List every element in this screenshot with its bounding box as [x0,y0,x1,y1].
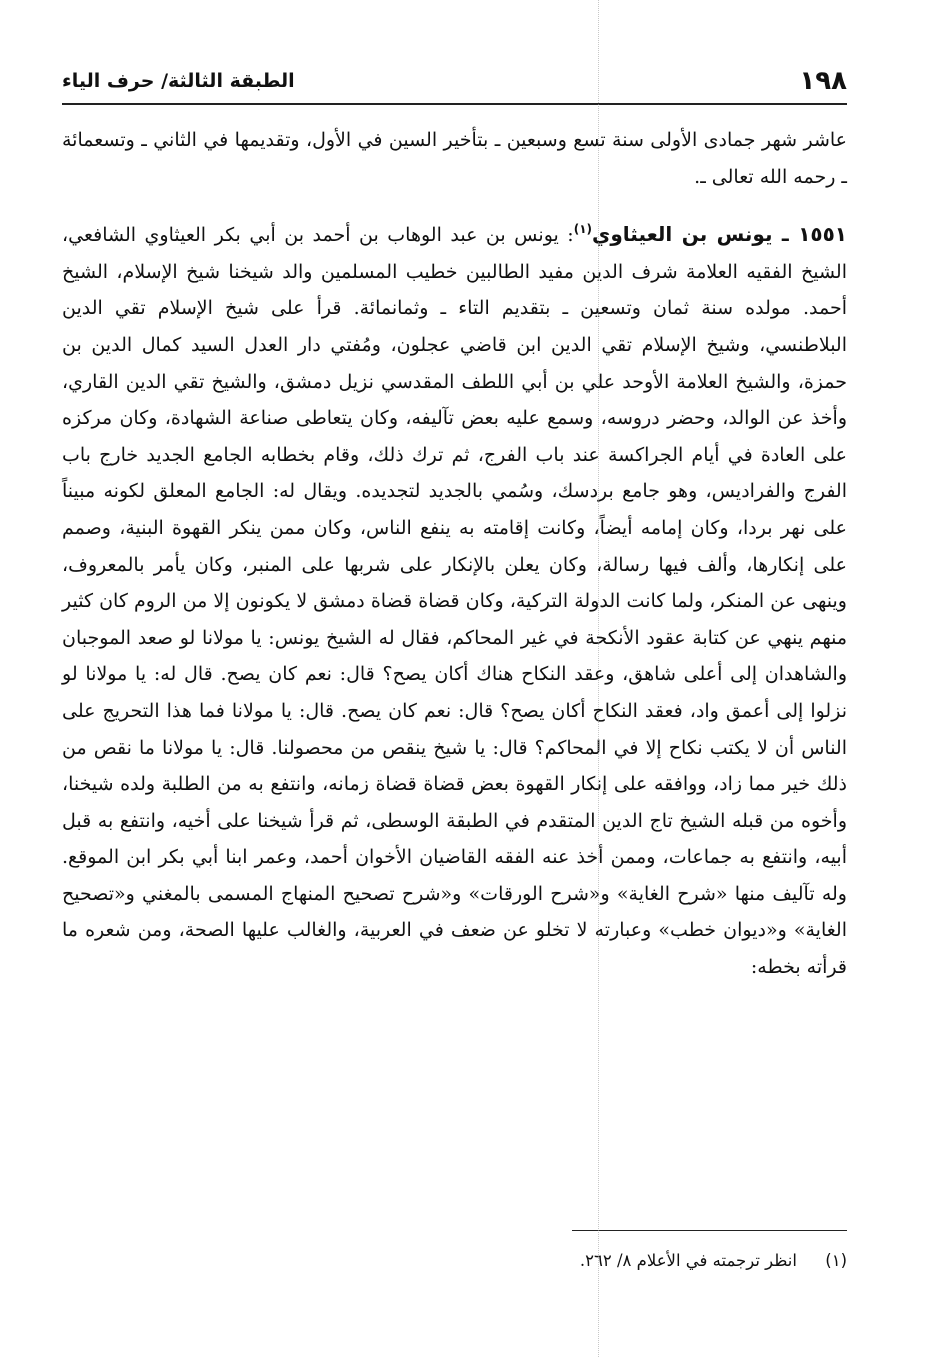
footnote-marker: (١) [825,1251,847,1270]
body-text [62,122,847,986]
footnote-text: انظر ترجمته في الأعلام ٨/ ٢٦٢. [579,1251,797,1270]
continuation-paragraph: عاشر شهر جمادى الأولى سنة تسع وسبعين ـ بتأخير السين في الأول، وتقديمها في الثاني ـ وتسعمائة ـ رحمه الله تعالى ـ. [62,129,847,188]
entry-heading [574,222,847,246]
entry-heading-text: ١٥٥١ ـ يونس بن العيثاوي [592,222,848,247]
entry-paragraph [62,211,847,985]
header-rule [62,103,847,105]
footnote [247,1248,847,1274]
scan-artifact-line [598,0,599,1357]
footnote-reference: (١) [573,222,593,237]
page-header [62,60,847,102]
page-number: ١٩٨ [799,66,847,96]
footnote-rule [572,1230,847,1231]
running-head: الطبقة الثالثة/ حرف الياء [62,70,295,92]
entry-text: : يونس بن عبد الوهاب بن أحمد بن أبي بكر العيثاوي الشافعي، الشيخ الفقيه العلامة شرف الدين مفيد الطالبين خطيب المسلمين والد شيخنا شيخ الإسلام، الشيخ أحمد. مولده سنة ثمان وتسعين ـ بتقديم التاء ـ وثمانمائة. قرأ على شيخ الإسلام تقي الدين البلاطنسي، وشيخ الإسلام تقي الدين ابن قاضي عجلون، ومُفتي دار العدل السيد كمال الدين بن حمزة، والشيخ العلامة الأوحد علي بن أبي اللطف المقدسي نزيل دمشق، والشيخ تقي الدين القاري، وأخذ عن الوالد، وحضر دروسه، وسمع عليه بعض تآليفه، وكان يتعاطى صناعة الشهادة، وكان مركزه على العادة في أيام الجراكسة عند باب الفرج، ثم ترك ذلك، وقام بخطابه الجامع الجديد خارج باب الفرج والفراديس، وهو جامع بردسك، وسُمي بالجديد لتجديده. ويقال له: الجامع المعلق لكونه مبيناً على نهر بردا، وكان إمامه أيضاً، وكانت إقامته به ينفع الناس، وكان ممن ينكر القهوة البنية، وصمم على إنكارها، وألف فيها رسالة، وكان يعلن بالإنكار على شربها على المنبر، وكان يأمر بالمعروف، وينهى عن المنكر، ولما كانت الدولة التركية، وكان قضاة قضاة دمشق لا يكونون إلا من الروم كان كثير منهم ينهي عن كتابة عقود الأنكحة في غير المحاكم، فقال له الشيخ يونس: يا مولانا لو صعد الموجبان والشاهدان إلى أعلى شاهق، وعقد النكاح هناك أكان يصح؟ قال: نعم كان يصح. قال له: يا مولانا لو نزلوا إلى أعمق واد، فعقد النكاح أكان يصح؟ قال: نعم كان يصح. قال: يا مولانا فما هذا التحريج على الناس أن لا يكتب نكاح إلا في المحاكم؟ قال: يا شيخ ينقص من محصولنا. قال: يا مولانا ما نقص من ذلك خير مما زاد، ووافقه على إنكار القهوة بعض قضاة قضاة زمانه، وانتفع به من الطلبة ولده شيخنا، وأخوه من قبله الشيخ تاج الدين المتقدم في الطبقة الوسطى، ثم قرأ شيخنا على أخيه، وانتفع به قبل أبيه، وانتفع به جماعات، وممن أخذ عنه الفقه القاضيان الأخوان أحمد، وعمر ابنا أبي بكر ابن الموقع. وله تآليف منها «شرح الغاية» و«شرح الورقات» و«شرح تصحيح المنهاج المسمى بالمغني و«تصحيح الغاية» و«ديوان خطب» وعبارته لا تخلو عن ضعف في العربية، والغالب عليها الصحة، ومن شعره ما قرأته بخطه: [62,224,847,979]
